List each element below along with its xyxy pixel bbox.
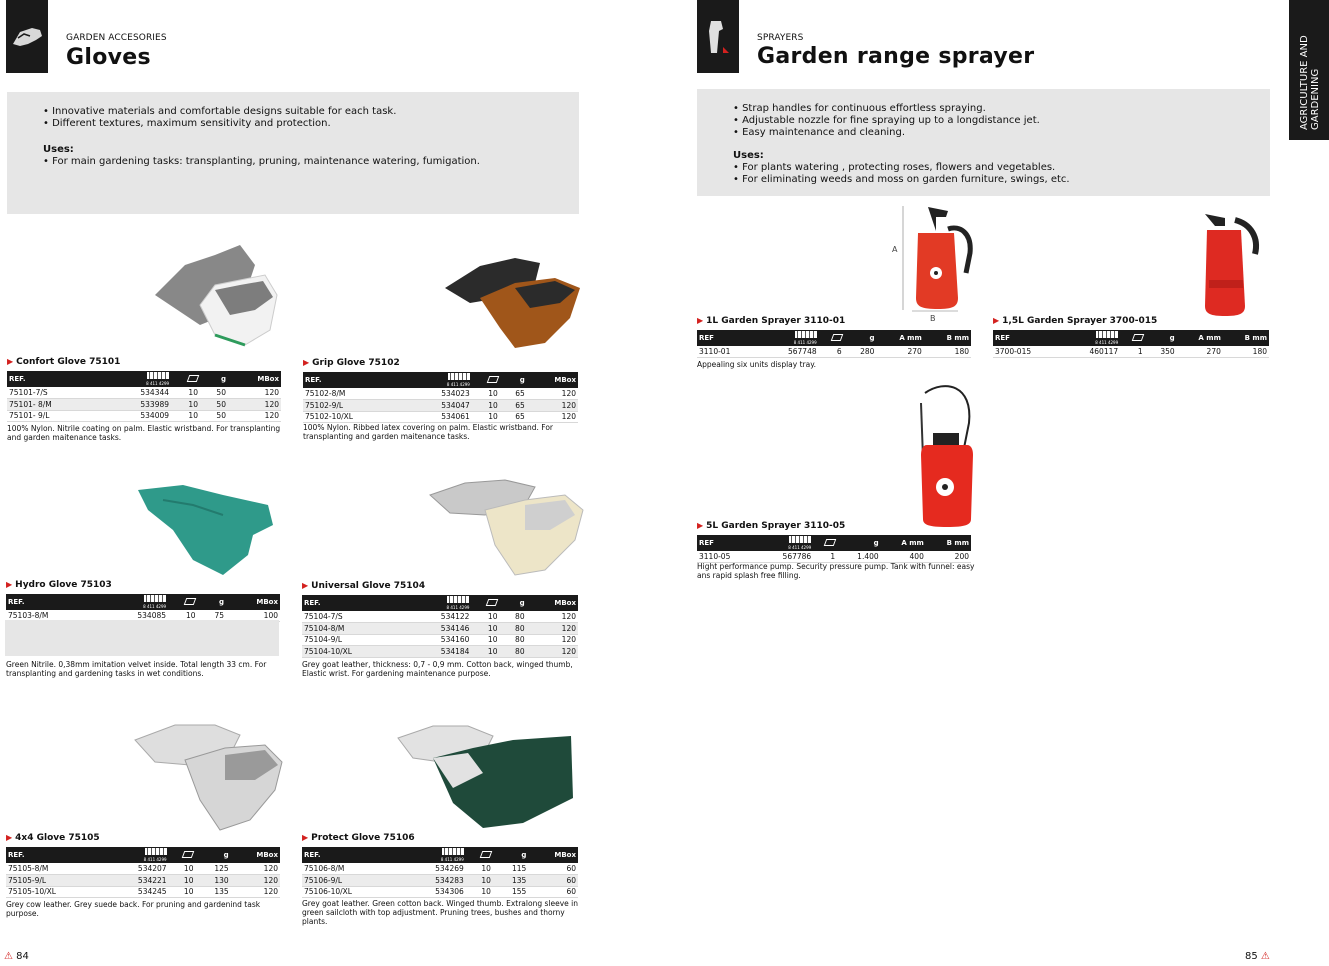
intro-line: • Easy maintenance and cleaning. [733,127,906,138]
table-cell: 400 [881,551,926,563]
column-header: g [1145,330,1177,346]
column-header [471,595,499,611]
glove-title [6,580,112,590]
category-icon-box [6,0,48,73]
column-header: g [493,847,528,863]
5l-sprayer-image [915,383,977,529]
column-header: g [844,330,877,346]
glove-title [302,581,425,591]
table-header [302,847,578,863]
table-cell: 75102-9/L [303,400,407,412]
table-cell: 115 [493,863,528,875]
table-cell: 534146 [406,623,471,635]
table-cell: 120 [231,863,280,875]
table-cell: 50 [200,410,228,422]
column-header: REF. [6,847,106,863]
arrow-right-icon: ▶ [697,521,704,530]
column-header: g [195,847,230,863]
glove-spec-table [7,371,281,422]
table-cell: 135 [493,875,528,887]
column-header: MBox [527,595,578,611]
table-cell: 3700-015 [993,346,1063,358]
table-cell: 75103-8/M [6,610,99,622]
column-header [169,847,196,863]
table-filler [5,620,279,656]
column-header [407,372,472,388]
table-cell: 1 [813,551,837,563]
table-cell: 155 [493,886,528,898]
table-header [7,371,281,387]
table-cell: 135 [195,886,230,898]
glove-description: 100% Nylon. Ribbed latex covering on palm. Elastic wristband. For transplanting and garden maitenance tasks. [303,423,554,441]
column-header: g [197,594,226,610]
column-header: REF. [302,847,403,863]
table-row [302,623,578,635]
barcode-icon: 8 411 4299 [447,372,470,388]
barcode-icon: 8 411 4299 [146,371,169,387]
table-row [302,863,578,875]
table-cell: 75105-9/L [6,875,106,887]
column-header: REF [993,330,1063,346]
column-header: REF. [6,594,99,610]
column-header [819,330,844,346]
column-header [466,847,493,863]
barcode-icon: 8 411 4299 [794,330,817,346]
table-row [302,646,578,658]
table-cell: 3110-01 [697,346,760,358]
table-cell: 60 [528,886,578,898]
column-header: REF. [303,372,407,388]
glove-spec-table [303,372,578,423]
intro-line: • Innovative materials and comfortable designs suitable for each task. [43,106,397,117]
intro-line: • Adjustable nozzle for fine spraying up to a longdistance jet. [733,115,1040,126]
barcode-icon: 8 411 4299 [144,847,167,863]
table-cell: 567748 [760,346,818,358]
table-cell: 10 [169,886,196,898]
right-intro-panel [697,89,1270,196]
column-header [813,535,837,551]
glove-spec-table [6,847,280,898]
glove-title [6,833,100,843]
intro-line: • Strap handles for continuous effortless spraying. [733,103,986,114]
table-cell: 75105-10/XL [6,886,106,898]
table-cell: 460117 [1063,346,1120,358]
box-icon [486,376,499,383]
table-cell: 120 [527,611,578,623]
product-title-text: 5L Garden Sprayer 3110-05 [706,521,846,531]
table-row [6,863,280,875]
table-cell: 10 [471,611,499,623]
table-cell: 10 [471,623,499,635]
table-cell: 120 [231,875,280,887]
box-icon [486,599,499,606]
table-cell: 75105-8/M [6,863,106,875]
column-header: REF [697,330,760,346]
column-header: B mm [926,535,971,551]
table-cell: 75101- 8/M [7,399,104,411]
table-cell: 567786 [757,551,813,563]
left-category: GARDEN ACCESORIES [66,33,167,43]
column-header [106,847,169,863]
table-header [6,847,280,863]
table-row [302,875,578,887]
uses-label: Uses: [733,150,764,161]
uses-line: • For plants watering , protecting roses, flowers and vegetables. [733,162,1056,173]
table-cell: 65 [500,411,527,423]
intro-line: • Different textures, maximum sensitivity and protection. [43,118,331,129]
table-header [697,330,971,346]
left-page-number [4,951,29,962]
arrow-right-icon: ▶ [697,316,704,325]
table-cell: 120 [527,400,578,412]
column-header [472,372,500,388]
table-cell: 534047 [407,400,472,412]
box-icon [824,539,837,546]
table-cell: 534085 [99,610,168,622]
table-cell: 10 [466,863,493,875]
table-cell: 80 [499,646,526,658]
table-cell: 10 [471,646,499,658]
uses-line: • For main gardening tasks: transplanting, pruning, maintenance watering, fumigation. [43,156,480,167]
product-title-text: 1L Garden Sprayer 3110-01 [706,316,846,326]
table-cell: 120 [228,387,281,399]
table-cell: 75106-9/L [302,875,403,887]
table-cell: 75106-10/XL [302,886,403,898]
sprayer-spec-table [697,330,971,358]
hydro-glove-image [133,475,283,580]
page-number-text: 84 [16,951,29,962]
table-header [6,594,280,610]
table-cell: 10 [171,399,200,411]
table-cell: 10 [168,610,197,622]
box-icon [187,375,200,382]
box-icon [480,851,493,858]
confort-glove-image [145,235,285,355]
column-header: MBox [528,847,578,863]
table-cell: 10 [472,411,500,423]
arrow-right-icon: ▶ [303,358,310,367]
column-header [406,595,471,611]
column-header [99,594,168,610]
table-header [993,330,1269,346]
table-row [303,388,578,400]
left-intro-panel [7,92,579,214]
glove-title [302,833,415,843]
table-cell: 534245 [106,886,169,898]
table-cell: 533989 [104,399,171,411]
table-row [7,410,281,422]
1-5l-sprayer-image [1185,210,1270,318]
table-cell: 350 [1145,346,1177,358]
4x4-glove-image [130,720,285,835]
table-cell: 534122 [406,611,471,623]
glove-title [303,358,400,368]
universal-glove-image [425,475,585,580]
table-cell: 75 [197,610,226,622]
column-header: g [500,372,527,388]
box-icon [830,334,843,341]
table-cell: 75102-10/XL [303,411,407,423]
table-cell: 75104-7/S [302,611,406,623]
table-cell: 50 [200,387,228,399]
column-header: MBox [226,594,280,610]
column-header: B mm [924,330,971,346]
right-category: SPRAYERS [757,33,804,43]
table-cell: 534269 [403,863,466,875]
table-row [303,400,578,412]
warning-triangle-icon: ⚠ [4,951,13,962]
table-cell: 130 [195,875,230,887]
table-cell: 125 [195,863,230,875]
column-header: REF [697,535,757,551]
sprayer-title [697,316,845,326]
warning-triangle-icon: ⚠ [1260,951,1270,962]
table-row [303,411,578,423]
sprayer-description: Hight performance pump. Security pressure pump. Tank with funnel: easy ans rapid splash free filling. [697,562,975,580]
box-icon [1131,334,1144,341]
uses-line: • For eliminating weeds and moss on garden furniture, swings, etc. [733,174,1070,185]
column-header [760,330,818,346]
column-header: MBox [527,372,578,388]
table-cell: 10 [466,875,493,887]
table-cell: 50 [200,399,228,411]
table-cell: 10 [171,387,200,399]
table-cell: 75102-8/M [303,388,407,400]
product-title-text: 4x4 Glove 75105 [15,833,100,843]
column-header [1063,330,1120,346]
table-cell: 75106-8/M [302,863,403,875]
dimension-a-label: A [892,245,898,254]
column-header: REF. [7,371,104,387]
table-cell: 534184 [406,646,471,658]
table-cell: 6 [819,346,844,358]
barcode-icon: 8 411 4299 [447,595,470,611]
column-header: A mm [876,330,923,346]
product-title-text: Confort Glove 75101 [16,357,121,367]
table-cell: 120 [527,646,578,658]
barcode-icon: 8 411 4299 [788,535,811,551]
table-cell: 534207 [106,863,169,875]
table-cell: 60 [528,875,578,887]
table-cell: 120 [228,410,281,422]
table-cell: 75104-8/M [302,623,406,635]
table-cell: 10 [472,400,500,412]
product-title-text: Hydro Glove 75103 [15,580,112,590]
barcode-icon: 8 411 4299 [143,594,166,610]
table-cell: 75101-7/S [7,387,104,399]
glove-icon [10,24,44,50]
arrow-right-icon: ▶ [993,316,1000,325]
table-cell: 120 [527,623,578,635]
side-tab [1289,0,1329,140]
table-row [697,346,971,358]
table-cell: 75101- 9/L [7,410,104,422]
arrow-right-icon: ▶ [6,833,13,842]
table-cell: 270 [1177,346,1223,358]
table-cell: 65 [500,400,527,412]
table-cell: 80 [499,634,526,646]
table-cell: 75104-9/L [302,634,406,646]
table-row [697,551,971,563]
table-cell: 180 [924,346,971,358]
left-title: Gloves [66,45,151,70]
table-cell: 534009 [104,410,171,422]
table-cell: 10 [471,634,499,646]
table-cell: 120 [228,399,281,411]
column-header [171,371,200,387]
table-cell: 100 [226,610,280,622]
table-row [7,387,281,399]
column-header [1120,330,1144,346]
table-cell: 10 [466,886,493,898]
table-cell: 10 [472,388,500,400]
table-cell: 65 [500,388,527,400]
column-header: g [499,595,526,611]
column-header: B mm [1223,330,1269,346]
table-cell: 1.400 [837,551,881,563]
protect-glove-image [393,718,578,833]
barcode-icon: 8 411 4299 [441,847,464,863]
arrow-right-icon: ▶ [302,581,309,590]
column-header [168,594,197,610]
side-tab-text: AGRICULTURE AND GARDENING [1299,35,1321,130]
right-title: Garden range sprayer [757,44,1035,69]
table-header [302,595,578,611]
arrow-right-icon: ▶ [7,357,14,366]
glove-description: 100% Nylon. Nitrile coating on palm. Elastic wristband. For transplanting and garden maitenance tasks. [7,424,281,442]
table-cell: 200 [926,551,971,563]
table-cell: 3110-05 [697,551,757,563]
glove-description: Grey goat leather. Green cotton back. Winged thumb. Extralong sleeve in green sailcloth with top adjustment. Pruning trees, bushes and thorny plants. [302,899,578,926]
table-row [7,399,281,411]
1l-sprayer-image [898,203,980,315]
table-cell: 10 [169,875,196,887]
table-header [303,372,578,388]
table-cell: 534023 [407,388,472,400]
table-cell: 280 [844,346,877,358]
table-cell: 120 [527,634,578,646]
box-icon [184,598,197,605]
glove-title [7,357,120,367]
table-cell: 120 [527,411,578,423]
grip-glove-image [440,248,585,353]
sprayer-spec-table [993,330,1269,358]
column-header: A mm [1177,330,1223,346]
table-cell: 120 [527,388,578,400]
uses-label: Uses: [43,144,74,155]
glove-spec-table [6,594,280,622]
sprayer-title [697,521,845,531]
sprayer-title [993,316,1157,326]
table-cell: 534061 [407,411,472,423]
glove-spec-table [302,847,578,898]
table-cell: 10 [169,863,196,875]
glove-description: Grey goat leather, thickness: 0,7 - 0,9 mm. Cotton back, winged thumb, Elastic wrist. For gardening maintenance purpose. [302,660,573,678]
column-header [104,371,171,387]
barcode-icon: 8 411 4299 [1095,330,1118,346]
table-cell: 1 [1120,346,1144,358]
glove-description: Grey cow leather. Grey suede back. For pruning and gardenind task purpose. [6,900,261,918]
table-header [697,535,971,551]
table-cell: 120 [231,886,280,898]
arrow-right-icon: ▶ [302,833,309,842]
table-cell: 80 [499,623,526,635]
sprayer-spec-table [697,535,971,563]
dimension-b-label: B [930,314,936,323]
table-cell: 75104-10/XL [302,646,406,658]
glove-description: Green Nitrile. 0,38mm imitation velvet inside. Total length 33 cm. For transplanting and gardening tasks in wet conditions. [6,660,267,678]
table-row [6,875,280,887]
product-title-text: Universal Glove 75104 [311,581,426,591]
table-row [302,611,578,623]
category-icon-box [697,0,739,73]
product-title-text: Protect Glove 75106 [311,833,415,843]
table-cell: 10 [171,410,200,422]
table-cell: 534160 [406,634,471,646]
table-cell: 60 [528,863,578,875]
table-cell: 534221 [106,875,169,887]
right-page-number [1245,951,1270,962]
column-header: REF. [302,595,406,611]
table-row [6,886,280,898]
table-cell: 80 [499,611,526,623]
table-cell: 534283 [403,875,466,887]
column-header: g [837,535,881,551]
table-cell: 270 [876,346,923,358]
table-row [302,886,578,898]
column-header [403,847,466,863]
column-header: A mm [881,535,926,551]
column-header: MBox [231,847,280,863]
arrow-right-icon: ▶ [6,580,13,589]
product-title-text: 1,5L Garden Sprayer 3700-015 [1002,316,1158,326]
product-title-text: Grip Glove 75102 [312,358,400,368]
table-cell: 534344 [104,387,171,399]
table-row [302,634,578,646]
glove-spec-table [302,595,578,658]
sprayer-icon [705,17,731,57]
column-header [757,535,813,551]
box-icon [182,851,195,858]
table-cell: 180 [1223,346,1269,358]
table-row [993,346,1269,358]
column-header: g [200,371,228,387]
page-number-text: 85 [1245,951,1258,962]
sprayer-description: Appealing six units display tray. [697,360,816,369]
column-header: MBox [228,371,281,387]
table-cell: 534306 [403,886,466,898]
